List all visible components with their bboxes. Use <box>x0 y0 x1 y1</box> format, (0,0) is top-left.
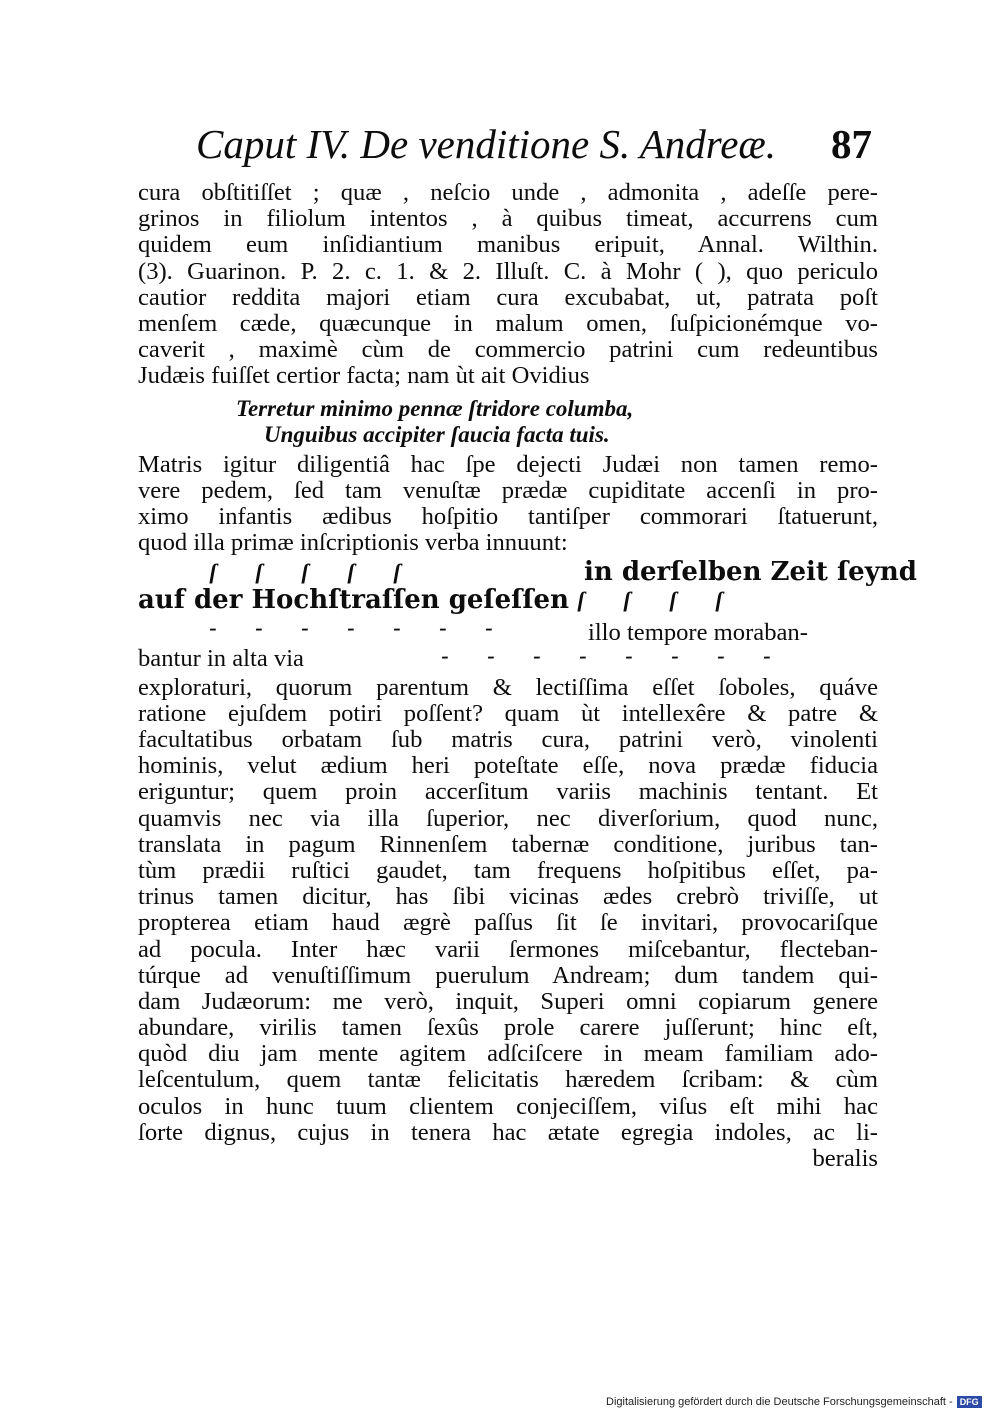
text-line: menſem cæde, quæcunque in malum omen, ſuſpicionémque vo- <box>138 310 878 337</box>
text-line: ad pocula. Inter hæc varii ſermones miſcebantur, flecteban- <box>138 936 878 963</box>
running-head <box>196 116 886 172</box>
text-line: ximo infantis ædibus hoſpitio tantiſper commorari ſtatuerunt, <box>138 504 878 531</box>
text-line: translata in pagum Rinnenſem tabernæ conditione, juribus tan- <box>138 831 878 858</box>
dot-row: ſ ſ ſ ſ ſ <box>209 558 401 584</box>
body-text <box>138 180 917 1172</box>
text-line: Judæis fuiſſet certior facta; nam ùt ait Ovidius <box>138 363 590 390</box>
dot-row: - - - - - - - - <box>441 642 771 668</box>
text-line: Matris igitur diligentiâ hac ſpe dejecti Judæi non tamen remo- <box>138 451 878 478</box>
text-line: vere pedem, ſed tam venuſtæ prædæ cupiditate accenſi in pro- <box>138 478 878 505</box>
text-line: facultatibus orbatam ſub matris cura, patrini verò, vinolenti <box>138 727 878 753</box>
inscription-latin-1: illo tempore moraban- <box>588 618 808 646</box>
verse-quotation <box>138 396 878 448</box>
text-line: leſcentulum, quem tantæ felicitatis hæredem ſcribam: & cùm <box>138 1067 878 1094</box>
text-line: eriguntur; quem proin accerſitum variis machinis tentant. Et <box>138 779 878 806</box>
paragraph-3 <box>138 675 878 1173</box>
dfg-logo: DFG <box>957 1396 982 1408</box>
inscription-block <box>138 556 917 672</box>
text-line: propterea etiam haud ægrè paſſus ſit ſe invitari, provocariſque <box>138 910 878 937</box>
text-line: abundare, virilis tamen ſexûs prole carere juſſerunt; hinc eſt, <box>138 1015 878 1042</box>
text-line: dam Judæorum: me verò, inquit, Superi omni copiarum genere <box>138 988 878 1015</box>
paragraph-1 <box>138 180 878 390</box>
digitization-credit <box>606 1396 982 1408</box>
text-line: (3). Guarinon. P. 2. c. 1. & 2. Illuſt. C. à Mohr ( ), quo periculo <box>138 258 878 285</box>
text-line: cura obſtitiſſet ; quæ , neſcio unde , admonita , adeſſe pere- <box>138 180 878 206</box>
dot-row: - - - - - - - <box>209 614 493 640</box>
verse-line: Unguibus accipiter ſaucia facta tuis. <box>264 421 610 447</box>
text-line: quamvis nec via illa ſuperior, nec diverſorium, quod nunc, <box>138 805 878 832</box>
chapter-title: Caput IV. De venditione S. Andreæ. <box>196 121 777 167</box>
text-line: hominis, velut ædium heri poteſtate eſſe, nova prædæ fiducia <box>138 753 878 780</box>
verse-line: Terretur minimo pennæ ſtridore columba, <box>236 395 634 421</box>
inscription-german-1: in derſelben Zeit ſeynd <box>584 556 917 587</box>
text-line: cautior reddita majori etiam cura excubabat, ut, patrata poſt <box>138 284 878 311</box>
text-line: tùm prædii ruſtici gaudet, tam frequens hoſpitibus eſſet, pa- <box>138 857 878 884</box>
credit-text: Digitalisierung gefördert durch die Deutsche Forschungsgemeinschaft - <box>606 1396 953 1408</box>
text-line: ratione ejuſdem potiri poſſent? quam ùt intellexêre & patre & <box>138 700 878 727</box>
page-number: 87 <box>831 121 872 167</box>
text-line: grinos in filiolum intentos , à quibus timeat, accurrens cum <box>138 206 878 233</box>
dot-row: ſ ſ ſ ſ <box>577 586 723 612</box>
text-line: quidem eum inſidiantium manibus eripuit, Annal. Wilthin. <box>138 232 878 259</box>
text-line: trinus tamen dicitur, has ſibi vicinas ædes crebrò triviſſe, ut <box>138 884 878 911</box>
text-line: quòd diu jam mente agitem adſciſcere in meam familiam ado- <box>138 1041 878 1068</box>
inscription-german-2: auf der Hochſtraſſen geſeſſen <box>138 584 569 615</box>
text-line: exploraturi, quorum parentum & lectiſſima eſſet ſoboles, quáve <box>138 674 878 701</box>
text-line: quod illa primæ inſcriptionis verba innuunt: <box>138 530 568 557</box>
text-line: caverit , maximè cùm de commercio patrini cum redeuntibus <box>138 337 878 364</box>
catchword: beralis <box>812 1146 878 1172</box>
text-line: túrque ad venuſtiſſimum puerulum Andream; dum tandem qui- <box>138 962 878 989</box>
paragraph-2 <box>138 452 878 557</box>
inscription-latin-2: bantur in alta via <box>138 644 304 672</box>
text-line: oculos in hunc tuum clientem conjeciſſem, viſus eſt mihi hac <box>138 1093 878 1120</box>
text-line: ſorte dignus, cujus in tenera hac ætate egregia indoles, ac li- <box>138 1119 878 1146</box>
